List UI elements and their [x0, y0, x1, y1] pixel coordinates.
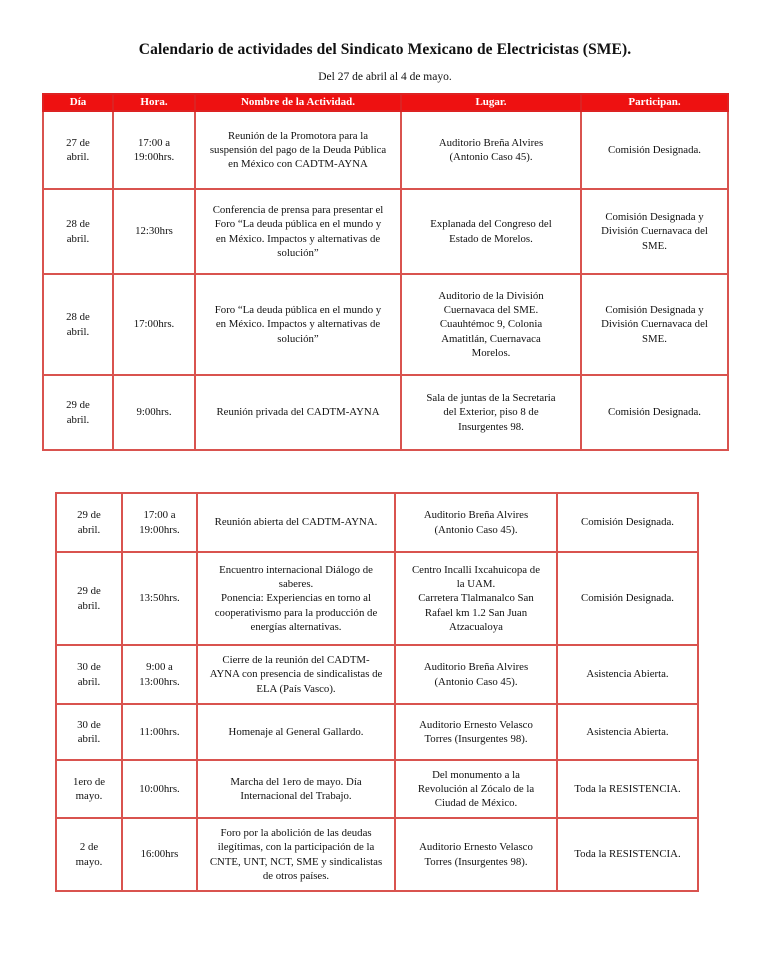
header-dia: Día: [43, 94, 113, 111]
cell-lugar: Auditorio Breña Alvires (Antonio Caso 45).: [395, 645, 557, 704]
cell-hora: 10:00hrs.: [122, 760, 197, 818]
cell-participan: Comisión Designada.: [581, 375, 728, 450]
schedule-table-2: [55, 492, 699, 892]
cell-dia: 2 de mayo.: [56, 818, 122, 891]
cell-dia: 29 de abril.: [56, 552, 122, 645]
table-row: [56, 704, 698, 760]
cell-hora: 17:00 a 19:00hrs.: [122, 493, 197, 552]
document-subtitle: Del 27 de abril al 4 de mayo.: [318, 71, 452, 83]
header-participan: Participan.: [581, 94, 728, 111]
cell-lugar: Auditorio Ernesto Velasco Torres (Insurgentes 98).: [395, 704, 557, 760]
cell-participan: Toda la RESISTENCIA.: [557, 818, 698, 891]
table-row: [56, 818, 698, 891]
cell-dia: 1ero de mayo.: [56, 760, 122, 818]
cell-dia: 29 de abril.: [43, 375, 113, 450]
cell-hora: 12:30hrs: [113, 189, 195, 274]
cell-lugar: Auditorio Ernesto Velasco Torres (Insurgentes 98).: [395, 818, 557, 891]
table-header-row: [43, 94, 728, 111]
table-row: [43, 375, 728, 450]
table-row: [56, 552, 698, 645]
cell-nombre: Reunión privada del CADTM-AYNA: [195, 375, 401, 450]
cell-participan: Asistencia Abierta.: [557, 645, 698, 704]
cell-hora: 17:00hrs.: [113, 274, 195, 375]
cell-nombre: Cierre de la reunión del CADTM- AYNA con presencia de sindicalistas de ELA (País Vasco).: [197, 645, 395, 704]
cell-lugar: Auditorio de la División Cuernavaca del SME. Cuauhtémoc 9, Colonia Amatitlán, Cuernavaca Morelos.: [401, 274, 581, 375]
table-row: [43, 274, 728, 375]
cell-participan: Comisión Designada y División Cuernavaca del SME.: [581, 189, 728, 274]
cell-hora: 13:50hrs.: [122, 552, 197, 645]
cell-nombre: Homenaje al General Gallardo.: [197, 704, 395, 760]
schedule-table-1: [42, 93, 729, 451]
table-row: [43, 189, 728, 274]
cell-participan: Comisión Designada.: [557, 493, 698, 552]
table-row: [56, 645, 698, 704]
cell-lugar: Auditorio Breña Alvires (Antonio Caso 45).: [401, 111, 581, 189]
cell-lugar: Centro Incalli Ixcahuicopa de la UAM. Carretera Tlalmanalco San Rafael km 1.2 San Juan Atzacualoya: [395, 552, 557, 645]
cell-nombre: Encuentro internacional Diálogo de saberes. Ponencia: Experiencias en torno al cooperativismo para la producción de energías alternativas.: [197, 552, 395, 645]
cell-dia: 27 de abril.: [43, 111, 113, 189]
cell-participan: Comisión Designada y División Cuernavaca del SME.: [581, 274, 728, 375]
cell-lugar: Explanada del Congreso del Estado de Morelos.: [401, 189, 581, 274]
cell-participan: Comisión Designada.: [557, 552, 698, 645]
document-title: Calendario de actividades del Sindicato Mexicano de Electricistas (SME).: [138, 41, 632, 58]
table-row: [56, 760, 698, 818]
cell-dia: 28 de abril.: [43, 189, 113, 274]
cell-dia: 29 de abril.: [56, 493, 122, 552]
cell-nombre: Reunión abierta del CADTM-AYNA.: [197, 493, 395, 552]
table-row: [43, 111, 728, 189]
cell-nombre: Reunión de la Promotora para la suspensión del pago de la Deuda Pública en México con CADTM-AYNA: [195, 111, 401, 189]
header-hora: Hora.: [113, 94, 195, 111]
cell-hora: 16:00hrs: [122, 818, 197, 891]
cell-lugar: Sala de juntas de la Secretaria del Exterior, piso 8 de Insurgentes 98.: [401, 375, 581, 450]
cell-nombre: Conferencia de prensa para presentar el Foro “La deuda pública en el mundo y en México. Impactos y alternativas de solución”: [195, 189, 401, 274]
cell-hora: 9:00 a 13:00hrs.: [122, 645, 197, 704]
cell-dia: 30 de abril.: [56, 704, 122, 760]
header-lugar: Lugar.: [401, 94, 581, 111]
cell-hora: 17:00 a 19:00hrs.: [113, 111, 195, 189]
cell-hora: 9:00hrs.: [113, 375, 195, 450]
cell-participan: Comisión Designada.: [581, 111, 728, 189]
header-nombre: Nombre de la Actividad.: [195, 94, 401, 111]
table-row: [56, 493, 698, 552]
cell-hora: 11:00hrs.: [122, 704, 197, 760]
cell-lugar: Auditorio Breña Alvires (Antonio Caso 45).: [395, 493, 557, 552]
cell-dia: 28 de abril.: [43, 274, 113, 375]
cell-nombre: Foro “La deuda pública en el mundo y en México. Impactos y alternativas de solución”: [195, 274, 401, 375]
cell-lugar: Del monumento a la Revolución al Zócalo de la Ciudad de México.: [395, 760, 557, 818]
cell-participan: Asistencia Abierta.: [557, 704, 698, 760]
cell-nombre: Foro por la abolición de las deudas ilegítimas, con la participación de la CNTE, UNT, NCT, SME y sindicalistas de otros países.: [197, 818, 395, 891]
cell-participan: Toda la RESISTENCIA.: [557, 760, 698, 818]
cell-nombre: Marcha del 1ero de mayo. Día Internacional del Trabajo.: [197, 760, 395, 818]
cell-dia: 30 de abril.: [56, 645, 122, 704]
